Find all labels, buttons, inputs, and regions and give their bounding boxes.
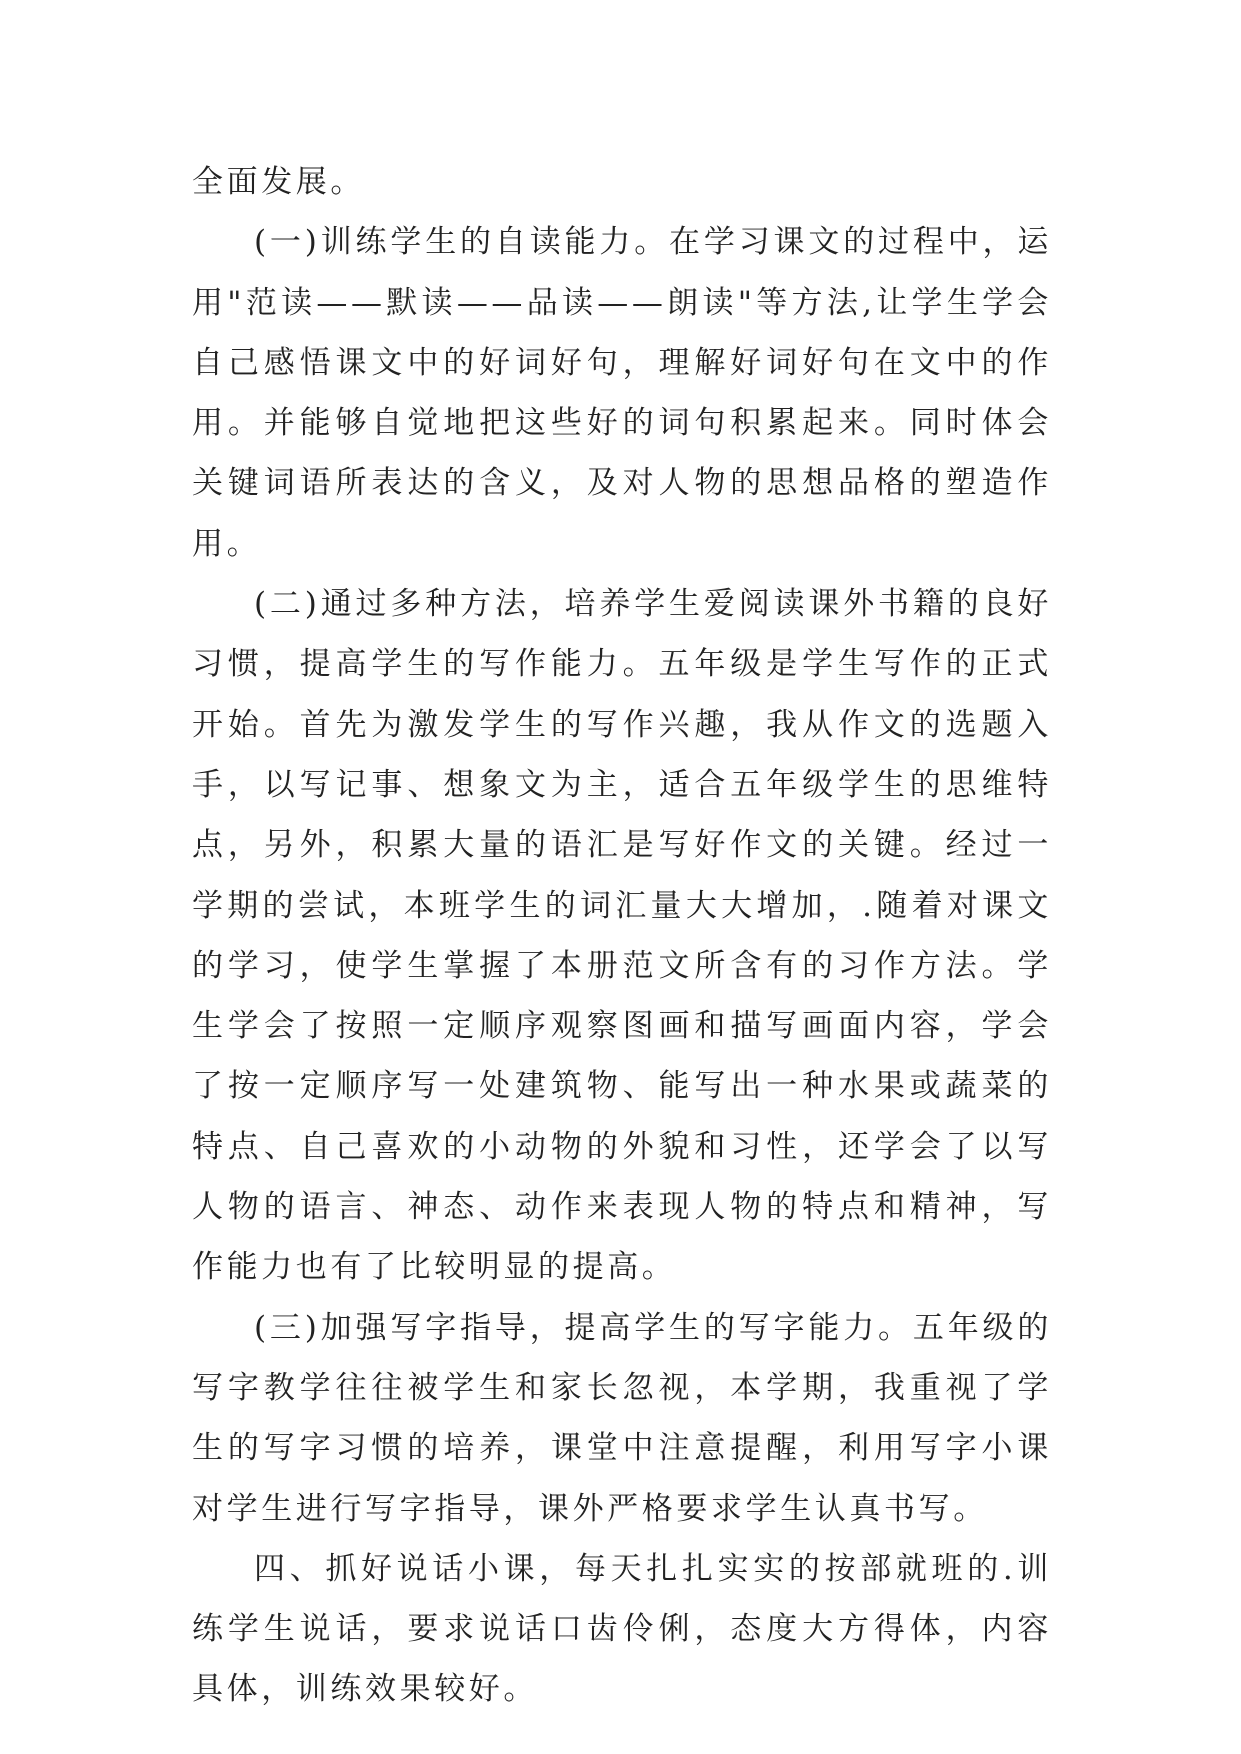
paragraph-speaking: 四、抓好说话小课，每天扎扎实实的按部就班的.训练学生说话，要求说话口齿伶俐，态度大方得体，内容具体，训练效果较好。 [192,1550,1052,1708]
paragraph-intro-end: 全面发展。 [192,164,365,200]
document-body [192,152,1052,1720]
paragraph-handwriting: (三)加强写字指导，提高学生的写字能力。五年级的写字教学往往被学生和家长忽视，本学期，我重视了学生的写字习惯的培养，课堂中注意提醒，利用写字小课对学生进行写字指导，课外严格要求学生认真书写。 [192,1309,1052,1527]
paragraph-self-reading: (一)训练学生的自读能力。在学习课文的过程中，运用"范读——默读——品读——朗读"等方法,让学生学会自己感悟课文中的好词好句，理解好词好句在文中的作用。并能够自觉地把这些好的词句积累起来。同时体会关键词语所表达的含义，及对人物的思想品格的塑造作用。 [192,224,1052,562]
paragraph-writing-ability: (二)通过多种方法，培养学生爱阅读课外书籍的良好习惯，提高学生的写作能力。五年级是学生写作的正式开始。首先为激发学生的写作兴趣，我从作文的选题入手，以写记事、想象文为主，适合五年级学生的思维特点，另外，积累大量的语汇是写好作文的关键。经过一学期的尝试，本班学生的词汇量大大增加，.随着对课文的学习，使学生掌握了本册范文所含有的习作方法。学生学会了按照一定顺序观察图画和描写画面内容，学会了按一定顺序写一处建筑物、能写出一种水果或蔬菜的特点、自己喜欢的小动物的外貌和习性，还学会了以写人物的语言、神态、动作来表现人物的特点和精神，写作能力也有了比较明显的提高。 [192,586,1052,1286]
